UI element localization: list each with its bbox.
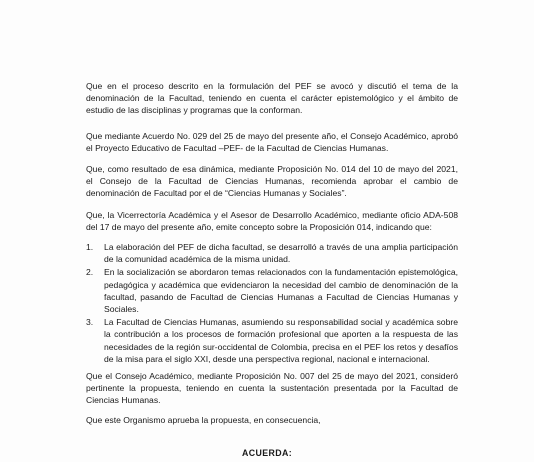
- list-item: [86, 241, 458, 265]
- paragraph-proposicion-007: Que el Consejo Académico, mediante Proposición No. 007 del 25 de mayo del 2021, consideró pertinente la propuesta, teniendo en cuenta la sustentación presentada por la Facultad de Ciencias Humanas.: [86, 371, 458, 406]
- list-item-text: La elaboración del PEF de dicha facultad, se desarrolló a través de una amplia participación de la comunidad académica de la misma unidad.: [104, 242, 458, 265]
- section-heading-acuerda: ACUERDA:: [241, 448, 293, 458]
- paragraph-aprueba: Que este Organismo aprueba la propuesta, en consecuencia,: [86, 415, 321, 425]
- list-item: [86, 316, 458, 365]
- paragraph-proposicion-014: Que, como resultado de esa dinámica, mediante Proposición No. 014 del 10 de mayo del 2021, el Consejo de la Facultad de Ciencias Humanas, recomienda aprobar el cambio de denominación de Facultad por el de “Ciencias Humanas y Sociales”.: [86, 164, 458, 199]
- paragraph-pef-denominacion: Que en el proceso descrito en la formulación del PEF se avocó y discutió el tema de la denominación de la Facultad, teniendo en cuenta el carácter epistemológico y el ámbito de estudio de las disciplinas y programas que la conforman.: [86, 81, 458, 116]
- list-item: [86, 266, 458, 315]
- list-item-number: 1.: [86, 242, 94, 252]
- list-item-text: La Facultad de Ciencias Humanas, asumiendo su responsabilidad social y académica sobre la contribución a los procesos de formación profesional que aporten a la respuesta de las necesidades de la región sur-occidental de Colombia, precisa en el PEF los retos y desafíos de la misa para el siglo XXI, desde una perspectiva regional, nacional e internacional.: [104, 317, 458, 364]
- list-item-number: 3.: [86, 317, 94, 328]
- paragraph-vicerrectoria-concepto: Que, la Vicerrectoría Académica y el Asesor de Desarrollo Académico, mediante oficio ADA-508 del 17 de mayo del presente año, emite concepto sobre la Proposición 014, indicando que:: [86, 210, 458, 233]
- concept-list: [86, 241, 458, 366]
- list-item-text: En la socialización se abordaron temas relacionados con la fundamentación epistemológica, pedagógica y académica que evidenciaron la necesidad del cambio de denominación de la facultad, pasando de Facultad de Ciencias Humanas a Facultad de Ciencias Humanas y Sociales.: [104, 267, 458, 315]
- list-item-number: 2.: [86, 267, 94, 278]
- paragraph-acuerdo-029: Que mediante Acuerdo No. 029 del 25 de mayo del presente año, el Consejo Académico, aprobó el Proyecto Educativo de Facultad –PEF- de la Facultad de Ciencias Humanas.: [86, 131, 458, 154]
